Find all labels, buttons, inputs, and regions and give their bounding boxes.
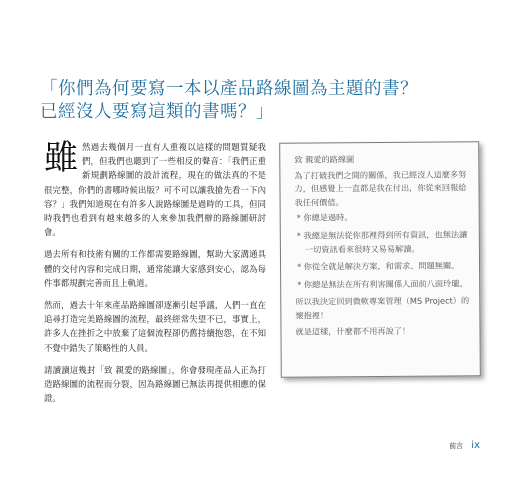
title-line-1: 「你們為何要寫一本以產品路線圖為主題的書？	[40, 79, 418, 99]
note-outro: 所以我決定回到微軟專案管理（MS Project）的懷抱裡！	[295, 295, 470, 321]
footer-section-label: 前言	[449, 442, 464, 450]
handwritten-note	[279, 141, 481, 377]
note-bullet: * 你總是過時。	[296, 212, 353, 223]
paragraph-3: 然而，過去十年來產品路線圖卻逐漸引起爭議，人們一直在追尋打造完美路線圖的流程，最終經常失望不已，事實上，許多人在挫折之中放棄了這個流程卻仍舊持續抱怨，在不知不覺中錯失了策略性的人員。	[44, 300, 266, 353]
note-bullet: * 你總是無法在所有利害關係人面前八面玲瓏。	[297, 278, 468, 290]
drop-cap: 雖	[44, 138, 78, 178]
note-bullet: * 你從全就是解決方案，和需求、問題無關。	[297, 260, 460, 272]
note-closing: 就是這樣，什麼都不用再說了！	[295, 325, 411, 337]
title-line-2: 已經沒人要寫這類的書嗎？」	[40, 102, 274, 122]
note-bullet: * 我總是無法從你那裡得到所有資訊，也無法讓一切資訊看來很時又易易解讀。	[296, 229, 468, 255]
page-footer	[449, 440, 480, 451]
paragraph-1	[44, 140, 266, 239]
page-number: ix	[471, 440, 480, 451]
body-text-column	[44, 140, 266, 413]
paragraph-2: 過去所有和技術有關的工作都需要路線圖，幫助大家溝通具體的交付內容和完成日期，通常能讓大家感到安心，認為每件事都規劃完善而且上軌道。	[44, 249, 266, 288]
note-salutation: 致 親愛的路線圖	[294, 154, 355, 165]
note-intro: 為了打破我們之間的關係，我已經沒人這麼多努力，但感覺上一直都是我在付出，你從來回報給我任何價值。	[294, 168, 467, 208]
paragraph-1-text: 然過去幾個月一直有人重複以這樣的問題質疑我們，但我們也聽到了一些相反的聲音：「我們正重新規劃路線圖的設計流程，現在的做法真的不是很完整，你們的書哪時候出版？可不可以讓我搶先看一下內容？」我們知道現在有許多人說路線圖是過時的工具，但同時我們也看到有越來越多的人來參加我們辦的路線圖研討會。	[44, 142, 266, 238]
paragraph-4: 請讀讀這幾封「致 親愛的路線圖」，你會發現產品人正為打造路線圖的流程而分裂，因為路線圖已無法再提供相應的保證。	[44, 364, 266, 404]
page-title	[40, 78, 500, 124]
